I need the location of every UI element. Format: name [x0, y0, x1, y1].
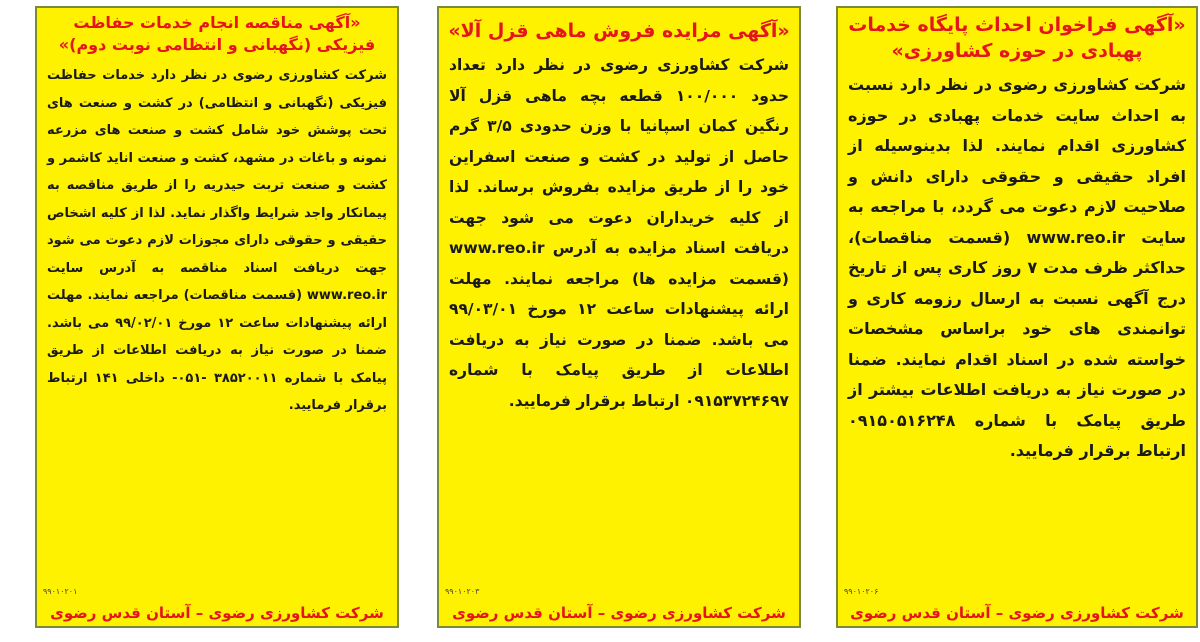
ad-trout-auction [437, 6, 801, 628]
ad-code: ۹۹۰۱۰۲۰۳ [445, 587, 480, 596]
ad-code: ۹۹۰۱۰۲۰۶ [844, 587, 879, 596]
ad-title: «آگهی فراخوان احداث پایگاه خدمات پهبادی در حوزه کشاورزی» [848, 14, 1186, 62]
ad-drone-services-call [836, 6, 1198, 628]
ad-footer: شرکت کشاورزی رضوی – آستان قدس رضوی [850, 604, 1184, 622]
ad-body: شرکت کشاورزی رضوی در نظر دارد نسبت به احداث سایت خدمات پهبادی در حوزه کشاورزی اقدام نمایند. لذا بدینوسیله از افراد حقیقی و حقوقی دارای دانش و صلاحیت لازم دعوت می گردد، با مراجعه به سایت www.reo.ir (قسمت مناقصات)، حداکثر ظرف مدت ۷ روز کاری پس از تاریخ درج آگهی نسبت به ارسال رزومه کاری و توانمندی های خود براساس مشخصات خواسته شده در اسناد اقدام نمایند. ضمنا در صورت نیاز به دریافت اطلاعات بیشتر از طریق پیامک با شماره ۰۹۱۵۰۵۱۶۲۴۸ ارتباط برقرار فرمایید. [848, 75, 1187, 460]
ad-title: «آگهی مناقصه انجام خدمات حفاظت فیزیکی (نگهبانی و انتظامی نوبت دوم)» [58, 13, 376, 54]
ad-code: ۹۹۰۱۰۲۰۱ [43, 587, 78, 596]
ad-title: «آگهی مزایده فروش ماهی قزل آلا» [448, 20, 790, 42]
ad-security-tender [35, 6, 399, 628]
ad-body: شرکت کشاورزی رضوی در نظر دارد تعداد حدود ۱۰۰/۰۰۰ قطعه بچه ماهی قزل آلا رنگین کمان اسپانیا با وزن حدودی ۳/۵ گرم حاصل از تولید در کشت و صنعت اسفراین خود را از طریق مزایده بفروش برساند. لذا از کلیه خریداران دعوت می شود جهت دریافت اسناد مزایده به آدرس www.reo.ir (قسمت مزایده ها) مراجعه نمایند. مهلت ارائه پیشنهادات ساعت ۱۲ مورخ ۹۹/۰۳/۰۱ می باشد. ضمنا در صورت نیاز به دریافت اطلاعات از طریق پیامک با شماره ۰۹۱۵۳۷۲۴۶۹۷ ارتباط برقرار فرمایید. [449, 56, 789, 410]
ad-footer: شرکت کشاورزی رضوی – آستان قدس رضوی [50, 604, 384, 622]
ad-body: شرکت کشاورزی رضوی در نظر دارد خدمات حفاظت فیزیکی (نگهبانی و انتظامی) در کشت و صنعت های تحت پوشش خود شامل کشت و صنعت های مزرعه نمونه و باغات در مشهد، کشت و صنعت اناید کاشمر و کشت و صنعت تربت حیدریه را از طریق مناقصه به پیمانکار واجد شرایط واگذار نماید. لذا از کلیه اشخاص حقیقی و حقوقی دارای مجوزات لازم دعوت می شود جهت دریافت اسناد مناقصه به آدرس سایت www.reo.ir (قسمت مناقصات) مراجعه نمایند. مهلت ارائه پیشنهادات ساعت ۱۲ مورخ ۹۹/۰۲/۰۱ می باشد. ضمنا در صورت نیاز به دریافت اطلاعات از طریق پیامک با شماره ۳۸۵۲۰۰۱۱ -۰۵۱- داخلی ۱۴۱ ارتباط برقرار فرمایید. [47, 68, 387, 413]
ad-footer: شرکت کشاورزی رضوی – آستان قدس رضوی [452, 604, 786, 622]
